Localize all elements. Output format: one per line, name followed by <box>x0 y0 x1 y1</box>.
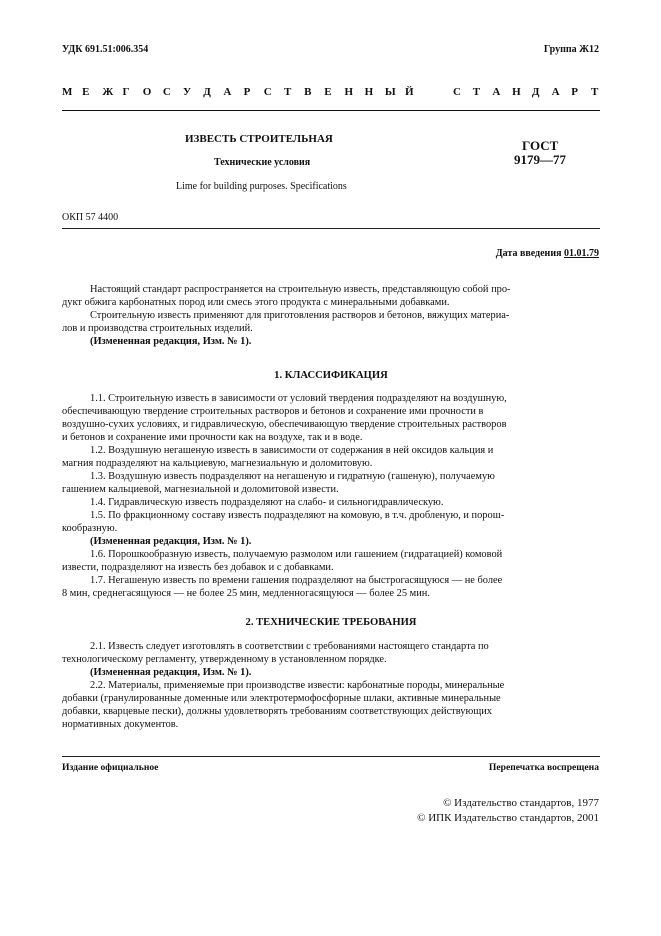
banner-letter: Н <box>344 86 354 98</box>
banner-letter: Т <box>283 86 292 98</box>
effective-date <box>496 248 599 259</box>
banner-letter: А <box>223 86 232 98</box>
banner-letter: Т <box>591 86 599 98</box>
section-1-heading: 1. КЛАССИФИКАЦИЯ <box>274 370 388 381</box>
interstate-standard-banner <box>62 86 600 102</box>
paragraph-line: 1.2. Воздушную негашеную известь в зависимости от содержания в ней оксидов кальция и <box>90 445 494 456</box>
paragraph-line: технологическому регламенту, утвержденному в установленном порядке. <box>62 654 387 665</box>
paragraph-line: 1.5. По фракционному составу известь подразделяют на комовую, в т.ч. дробленую, и порош- <box>90 510 505 521</box>
banner-letter: Р <box>243 86 251 98</box>
banner-letter: А <box>492 86 501 98</box>
intro-line: лов и производства строительных изделий. <box>62 323 253 334</box>
paragraph-line: обеспечивающую твердение строительных растворов и бетонов и сохранение ими прочности в <box>62 406 484 417</box>
effective-date-label: Дата введения <box>495 248 562 259</box>
banner-letter: С <box>162 86 171 98</box>
banner-letter: С <box>453 86 461 98</box>
paragraph-line: 1.7. Негашеную известь по времени гашения подразделяют на быстрогасящуюся — не более <box>90 575 503 586</box>
banner-letter: Ж <box>102 86 114 98</box>
amendment-note: (Измененная редакция, Изм. № 1). <box>90 536 252 547</box>
banner-letter: Г <box>122 86 130 98</box>
intro-text <box>62 283 600 348</box>
english-title: Lime for building purposes. Specifications <box>176 181 347 192</box>
copyright-2001: © ИПК Издательство стандартов, 2001 <box>417 812 599 824</box>
paragraph-line: 1.1. Строительную известь в зависимости от условий твердения подразделяют на воздушную, <box>90 393 507 404</box>
gost-label: ГОСТ <box>522 138 559 153</box>
okp-code: ОКП 57 4400 <box>62 212 119 223</box>
group-code: Группа Ж12 <box>543 44 599 55</box>
paragraph-line: 8 мин, среднегасящуюся — не более 25 мин, медленногасящуюся — более 25 мин. <box>62 588 430 599</box>
udk-code: УДК 691.51:006.354 <box>62 44 149 55</box>
banner-letter: В <box>304 86 312 98</box>
paragraph-line: 1.3. Воздушную известь подразделяют на негашеную и гидратную (гашеную), получаемую <box>90 471 495 482</box>
document-title: ИЗВЕСТЬ СТРОИТЕЛЬНАЯ <box>185 133 333 145</box>
document-subtitle: Технические условия <box>214 157 311 168</box>
paragraph-line: воздушно-сухих условиях, и гидравлическую, обеспечивающую твердение строительных растворов <box>62 419 507 430</box>
paragraph-line: кообразную. <box>62 523 118 534</box>
section-2-text <box>62 640 600 731</box>
paragraph-line: добавки, кварцевые пески), должны удовлетворять требованиям соответствующих действующих <box>62 706 492 717</box>
banner-letter: Д <box>531 86 540 98</box>
banner-letter: О <box>142 86 152 98</box>
banner-letter: Е <box>82 86 90 98</box>
banner-letter: Т <box>472 86 481 98</box>
banner-letter: Н <box>364 86 374 98</box>
paragraph-line: 1.4. Гидравлическую известь подразделяют на слабо- и сильногидравлическую. <box>90 497 444 508</box>
paragraph-line: 2.1. Известь следует изготовлять в соответствии с требованиями настоящего стандарта по <box>90 641 489 652</box>
footer-rule <box>62 756 600 757</box>
paragraph-line: 1.6. Порошкообразную известь, получаемую размолом или гашением (гидратацией) комовой <box>90 549 503 560</box>
paragraph-line: 2.2. Материалы, применяемые при производстве извести: карбонатные породы, минеральные <box>90 680 505 691</box>
banner-letter: Е <box>324 86 332 98</box>
reprint-prohibited: Перепечатка воспрещена <box>488 762 599 773</box>
banner-letter: У <box>183 86 192 98</box>
banner-letter: Ы <box>384 86 396 98</box>
banner-letter: А <box>551 86 560 98</box>
banner-letter: Д <box>203 86 211 98</box>
intro-line: Настоящий стандарт распространяется на строительную известь, представляющую собой про- <box>90 284 511 295</box>
effective-date-value: 01.01.79 <box>564 248 599 259</box>
official-edition: Издание официальное <box>62 762 159 773</box>
paragraph-line: извести, подразделяют на известь без добавок и с добавками. <box>62 562 334 573</box>
amendment-note: (Измененная редакция, Изм. № 1). <box>90 336 252 347</box>
banner-rule <box>62 110 600 111</box>
banner-letter: М <box>62 86 73 98</box>
amendment-note: (Измененная редакция, Изм. № 1). <box>90 667 252 678</box>
banner-letter: С <box>263 86 272 98</box>
title-rule <box>62 228 600 229</box>
section-1-text <box>62 392 600 600</box>
intro-line: Строительную известь применяют для приготовления растворов и бетонов, вяжущих материа- <box>90 310 510 321</box>
paragraph-line: нормативных документов. <box>62 719 179 730</box>
banner-letter: Й <box>405 86 414 98</box>
paragraph-line: добавки (гранулированные доменные или электротермофосфорные шлаки, активные минеральные <box>62 693 501 704</box>
banner-letter: Р <box>571 86 579 98</box>
banner-letter: Н <box>512 86 521 98</box>
copyright-1977: © Издательство стандартов, 1977 <box>443 797 599 809</box>
gost-number: 9179—77 <box>514 152 566 167</box>
paragraph-line: магния подразделяют на кальциевую, магнезиальную и доломитовую. <box>62 458 373 469</box>
paragraph-line: гашением кальциевой, магнезиальной и доломитовой извести. <box>62 484 339 495</box>
section-2-heading: 2. ТЕХНИЧЕСКИЕ ТРЕБОВАНИЯ <box>245 617 417 628</box>
intro-line: дукт обжига карбонатных пород или смесь этого продукта с минеральными добавками. <box>62 297 450 308</box>
paragraph-line: и бетонов и сохранение ими прочности как на воздухе, так и в воде. <box>62 432 363 443</box>
